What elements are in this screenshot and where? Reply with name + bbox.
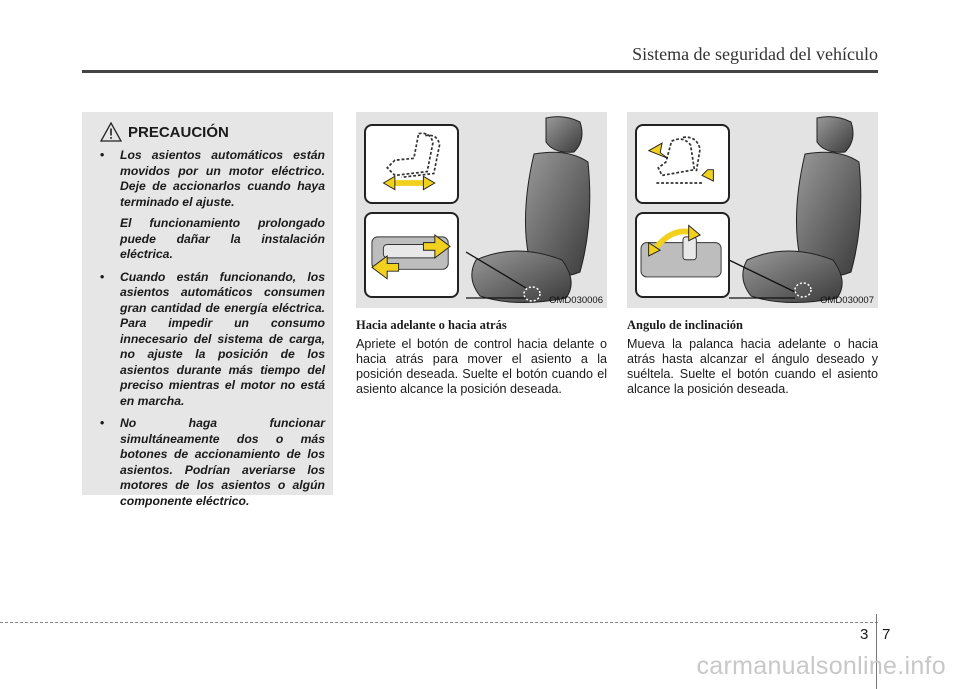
section-body: Mueva la palanca hacia adelante o hacia atrás hasta alcanzar el ángulo deseado y suéltela. Suelte el botón cuando el asiento alcance la posición deseada.: [627, 337, 878, 396]
control-switch-inset: [364, 212, 459, 298]
seat-movement-inset: [364, 124, 459, 204]
footer-rule: [0, 622, 878, 623]
recline-lever-inset: [635, 212, 730, 298]
header-rule: [82, 70, 878, 73]
caution-paragraph: No haga funcionar simultáneamente dos o más botones de accionamiento de los asientos. Podrían averiarse los motores de los asientos o algún componente eléctrico.: [120, 416, 325, 508]
section-heading: Angulo de inclinación: [627, 318, 743, 332]
caution-title: PRECAUCIÓN: [128, 123, 229, 141]
caution-paragraph: Los asientos automáticos están movidos por un motor eléctrico. Deje de accionarlos cuando haya terminado el ajuste.: [120, 148, 325, 209]
lever-diagram: [637, 214, 728, 296]
bullet: •: [100, 269, 105, 284]
seat-outline-diagram: [366, 126, 457, 202]
figure-code: OMD030006: [549, 295, 603, 306]
section-heading: Hacia adelante o hacia atrás: [356, 318, 507, 332]
caution-paragraph: Cuando están funcionando, los asientos automáticos consumen gran cantidad de energía eléctrica. Para impedir un consumo innecesario del sistema de carga, no ajuste la posición de los asientos durante más tiempo del preciso mientras el motor no está en marcha.: [120, 269, 325, 408]
bullet: •: [100, 148, 105, 162]
caution-heading: [100, 122, 325, 142]
caution-item: [94, 416, 325, 509]
caution-paragraph: El funcionamiento prolongado puede dañar la instalación eléctrica.: [120, 216, 325, 261]
page-header-title: Sistema de seguridad del vehículo: [632, 44, 878, 64]
page-number: 7: [882, 626, 891, 643]
caution-item: [94, 270, 325, 410]
bullet: •: [100, 416, 105, 430]
section-number: 3: [860, 626, 869, 643]
seat-recline-inset: [635, 124, 730, 204]
caution-item: [94, 148, 325, 263]
figure-seat-recline: [627, 112, 878, 308]
figure-code: OMD030007: [820, 295, 874, 306]
seat-outline-diagram: [637, 126, 728, 202]
section-recline-angle: [627, 318, 878, 397]
caution-box: [82, 112, 333, 508]
caution-list: [94, 148, 325, 509]
section-forward-backward: [356, 318, 607, 397]
watermark: carmanualsonline.info: [696, 652, 946, 680]
figure-seat-forward-backward: [356, 112, 607, 308]
switch-diagram: [366, 214, 457, 296]
section-body: Apriete el botón de control hacia delante o hacia atrás para mover el asiento a la posición deseada. Suelte el botón cuando el asiento alcance la posición deseada.: [356, 337, 607, 396]
warning-triangle-icon: [100, 122, 122, 142]
